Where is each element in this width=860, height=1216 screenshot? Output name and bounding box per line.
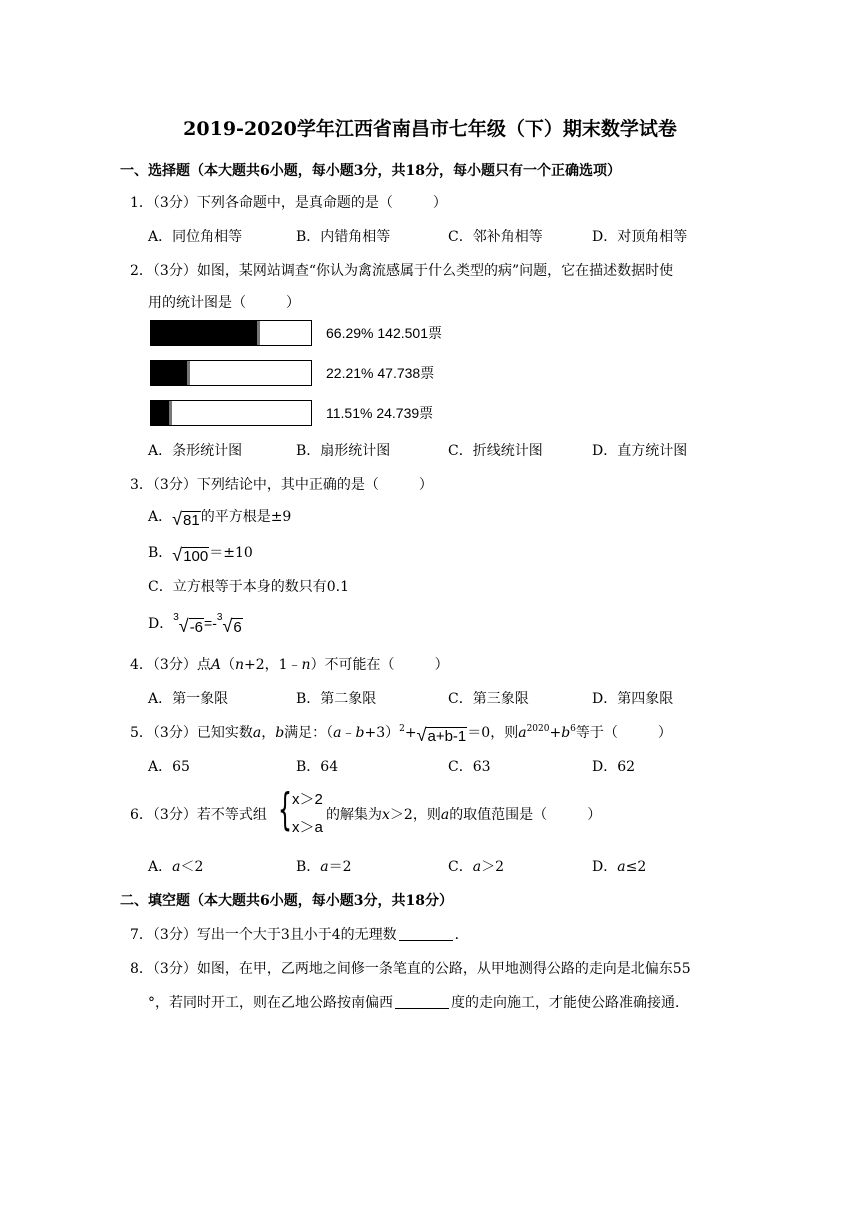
stem-part: + bbox=[404, 725, 417, 741]
var-a: a bbox=[518, 725, 527, 741]
stem-part: （ bbox=[220, 657, 235, 673]
option-letter: D． bbox=[148, 616, 174, 632]
question-8-text: 度的走向施工，才能使公路准确接通． bbox=[451, 995, 689, 1011]
inequality-1: x＞2 bbox=[292, 791, 323, 808]
bar-end-marker bbox=[257, 321, 260, 345]
q5-option-d: D．62 bbox=[592, 759, 636, 775]
bar bbox=[151, 321, 257, 345]
q6-option-a bbox=[148, 856, 203, 876]
exponent: 2020 bbox=[526, 724, 550, 734]
stem-part: +3） bbox=[364, 725, 400, 741]
cube-root-index: 3 bbox=[173, 612, 179, 623]
stem-part: 满足：（ bbox=[284, 725, 334, 741]
option-letter: D． bbox=[592, 859, 618, 875]
var-a: a bbox=[333, 725, 342, 741]
option-text: ＞2 bbox=[481, 859, 504, 875]
question-7 bbox=[130, 924, 469, 944]
cube-root-index: 3 bbox=[216, 612, 223, 623]
q5-option-c: C．63 bbox=[448, 759, 491, 775]
q1-option-d: D．对顶角相等 bbox=[592, 229, 688, 245]
question-2-line1: 2．（3分）如图，某网站调查“你认为禽流感属于什么类型的病”问题，它在描述数据时使 bbox=[130, 263, 674, 279]
q2-option-a: A．条形统计图 bbox=[148, 443, 243, 459]
stem-part: 的取值范围是（ bbox=[449, 807, 548, 823]
q2-option-b: B．扇形统计图 bbox=[296, 443, 391, 459]
q5-option-b: B．64 bbox=[296, 759, 339, 775]
option-text: 的平方根是±9 bbox=[200, 509, 292, 525]
bar-end-marker bbox=[169, 401, 172, 425]
bar bbox=[151, 361, 187, 385]
answer-blank bbox=[395, 995, 449, 1009]
question-6-close: ） bbox=[587, 807, 602, 823]
var-a: a bbox=[617, 859, 626, 875]
stem-part: +2，1﹣ bbox=[243, 657, 302, 673]
bar bbox=[151, 401, 169, 425]
question-8-line2 bbox=[148, 992, 689, 1012]
q3-option-a bbox=[148, 506, 291, 528]
point-var: A bbox=[210, 657, 221, 673]
section-fill-heading: 二、填空题（本大题共6小题，每小题3分，共18分） bbox=[120, 893, 453, 909]
question-1-close: ） bbox=[432, 195, 447, 211]
stem-part: + bbox=[549, 725, 562, 741]
question-8-line1: 8．（3分）如图，在甲，乙两地之间修一条笔直的公路，从甲地测得公路的走向是北偏东55 bbox=[130, 961, 691, 977]
q4-option-a: A．第一象限 bbox=[148, 691, 229, 707]
q4-option-c: C．第三象限 bbox=[448, 691, 529, 707]
q4-option-b: B．第二象限 bbox=[296, 691, 377, 707]
question-2-line2 bbox=[148, 292, 300, 312]
question-4 bbox=[130, 654, 449, 674]
bar-frame bbox=[150, 360, 312, 386]
question-6-stem-right bbox=[326, 804, 601, 824]
exponent: 6 bbox=[570, 724, 576, 734]
cube-root-neg6: √ -6 bbox=[178, 616, 204, 636]
question-2-close: ） bbox=[286, 295, 300, 311]
option-text: ≤2 bbox=[625, 859, 647, 875]
radicand: -6 bbox=[189, 619, 204, 636]
question-5-close: ） bbox=[657, 725, 672, 741]
sqrt-81: √ 81 bbox=[172, 509, 200, 529]
exponent: 2 bbox=[399, 724, 405, 734]
question-1 bbox=[130, 192, 447, 212]
var-x: x bbox=[382, 807, 390, 823]
question-5 bbox=[130, 722, 672, 744]
q6-option-c bbox=[448, 856, 504, 876]
var-a: a bbox=[172, 859, 181, 875]
question-7-end: ． bbox=[454, 927, 469, 943]
option-letter: A． bbox=[148, 859, 173, 875]
radicand: 81 bbox=[183, 512, 200, 529]
question-6-stem-left: 6．（3分）若不等式组 bbox=[130, 807, 267, 823]
question-3-close: ） bbox=[418, 477, 433, 493]
q3-option-b bbox=[148, 542, 253, 564]
q1-option-a: A．同位角相等 bbox=[148, 229, 243, 245]
q2-option-c: C．折线统计图 bbox=[448, 443, 543, 459]
var-n: n bbox=[301, 657, 311, 673]
option-text: ＜2 bbox=[180, 859, 204, 875]
q6-option-b bbox=[296, 856, 352, 876]
q1-option-c: C．邻补角相等 bbox=[448, 229, 543, 245]
var-b: b bbox=[275, 725, 285, 741]
radicand: 100 bbox=[183, 548, 209, 565]
bar-frame bbox=[150, 320, 312, 346]
stem-part: 5．（3分）已知实数 bbox=[130, 725, 253, 741]
stem-part: ＝0，则 bbox=[467, 725, 519, 741]
cube-root-6: √ 6 bbox=[222, 616, 242, 636]
question-7-stem: 7．（3分）写出一个大于3且小于4的无理数 bbox=[130, 927, 397, 943]
q2-option-d: D．直方统计图 bbox=[592, 443, 688, 459]
var-a: a bbox=[320, 859, 329, 875]
q5-option-a: A．65 bbox=[148, 759, 190, 775]
option-letter: B． bbox=[296, 859, 321, 875]
stem-part: 等于（ bbox=[575, 725, 618, 741]
question-1-stem: 1．（3分）下列各命题中，是真命题的是（ bbox=[130, 195, 393, 211]
bar-end-marker bbox=[187, 361, 190, 385]
left-brace: { bbox=[278, 784, 292, 835]
option-text: ＝±10 bbox=[209, 545, 253, 561]
question-3 bbox=[130, 474, 433, 494]
q4-option-d: D．第四象限 bbox=[592, 691, 674, 707]
question-3-stem: 3．（3分）下列结论中，其中正确的是（ bbox=[130, 477, 379, 493]
option-text: ＝2 bbox=[328, 859, 352, 875]
var-n: n bbox=[234, 657, 244, 673]
inequality-2: x＞a bbox=[292, 819, 323, 836]
stem-part: ）不可能在（ bbox=[310, 657, 395, 673]
radicand: 6 bbox=[233, 619, 242, 636]
q6-option-d bbox=[592, 856, 646, 876]
question-8-text: °，若同时开工，则在乙地公路按南偏西 bbox=[148, 995, 393, 1011]
sqrt-expression: √ a+b-1 bbox=[416, 725, 467, 745]
var-a: a bbox=[440, 807, 450, 823]
stem-part: ﹣ bbox=[341, 725, 356, 741]
section-choice-heading: 一、选择题（本大题共6小题，每小题3分，共18分，每小题只有一个正确选项） bbox=[120, 163, 621, 179]
var-a: a bbox=[472, 859, 482, 875]
option-letter: C． bbox=[448, 859, 473, 875]
answer-blank bbox=[399, 927, 453, 941]
q3-option-d bbox=[148, 612, 243, 635]
var-a: a bbox=[252, 725, 262, 741]
var-b: b bbox=[561, 725, 571, 741]
stem-part: 的解集为 bbox=[326, 807, 382, 823]
sqrt-100: √ 100 bbox=[172, 545, 209, 565]
option-letter: B． bbox=[148, 545, 173, 561]
var-b: b bbox=[355, 725, 365, 741]
option-letter: A． bbox=[148, 509, 173, 525]
page-title: 2019-2020学年江西省南昌市七年级（下）期末数学试卷 bbox=[183, 118, 677, 140]
stem-part: ， bbox=[261, 725, 276, 741]
bar-data-label: 22.21% 47.738票 bbox=[326, 365, 435, 381]
equals-minus: =- bbox=[204, 615, 217, 631]
bar-frame bbox=[150, 400, 312, 426]
q1-option-b: B．内错角相等 bbox=[296, 229, 391, 245]
stem-part: 4．（3分）点 bbox=[130, 657, 211, 673]
question-2-stem: 用的统计图是（ bbox=[148, 295, 246, 311]
question-4-close: ） bbox=[434, 657, 449, 673]
q3-option-c: C．立方根等于本身的数只有0.1 bbox=[148, 579, 349, 595]
bar-data-label: 66.29% 142.501票 bbox=[326, 325, 442, 341]
stem-part: ＞2，则 bbox=[389, 807, 441, 823]
radicand: a+b-1 bbox=[427, 728, 467, 745]
bar-data-label: 11.51% 24.739票 bbox=[326, 405, 434, 421]
